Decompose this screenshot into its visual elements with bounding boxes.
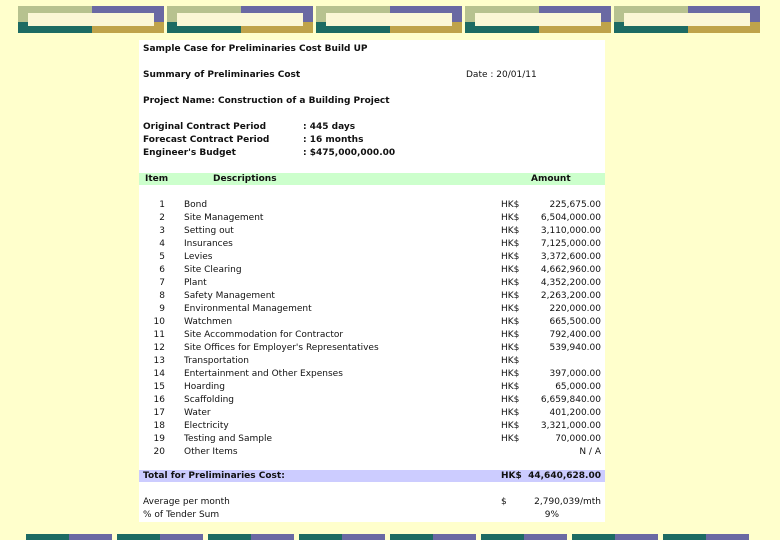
forecast-period-label: Forecast Contract Period: [143, 135, 270, 145]
row-amount: 3,321,000.00: [540, 421, 601, 431]
footer-tile: [481, 534, 567, 540]
row-amount: 7,125,000.00: [540, 239, 601, 249]
footer-tile: [572, 534, 658, 540]
row-item-number: 14: [153, 369, 165, 379]
row-item-number: 11: [153, 330, 165, 340]
row-currency: HK$: [501, 421, 520, 431]
row-amount: 539,940.00: [549, 343, 601, 353]
row-currency: HK$: [501, 369, 520, 379]
average-value: 2,790,039/mth: [534, 497, 601, 507]
row-description: Entertainment and Other Expenses: [184, 369, 343, 379]
row-amount: 792,400.00: [549, 330, 601, 340]
row-amount: 397,000.00: [549, 369, 601, 379]
row-amount: 65,000.00: [555, 382, 601, 392]
row-amount: 4,352,200.00: [540, 278, 601, 288]
row-description: Environmental Management: [184, 304, 312, 314]
cost-summary-sheet: [139, 40, 605, 522]
row-description: Plant: [184, 278, 207, 288]
total-amount: 44,640,628.00: [528, 471, 601, 481]
banner-tile: [167, 6, 313, 33]
footer-tile: [117, 534, 203, 540]
row-description: Levies: [184, 252, 213, 262]
row-item-number: 12: [153, 343, 165, 353]
row-item-number: 13: [153, 356, 165, 366]
row-item-number: 20: [153, 447, 165, 457]
row-description: Setting out: [184, 226, 234, 236]
row-description: Testing and Sample: [184, 434, 273, 444]
row-item-number: 5: [159, 252, 165, 262]
banner-tile: [614, 6, 760, 33]
row-amount: 401,200.00: [549, 408, 601, 418]
summary-heading: Summary of Preliminaries Cost: [143, 70, 301, 80]
budget-label: Engineer's Budget: [143, 148, 236, 158]
row-item-number: 16: [153, 395, 165, 405]
row-currency: HK$: [501, 200, 520, 210]
footer-tile: [390, 534, 476, 540]
row-item-number: 9: [159, 304, 165, 314]
budget-value: : $475,000,000.00: [303, 148, 396, 158]
header-amount: Amount: [531, 174, 571, 184]
total-label: Total for Preliminaries Cost:: [143, 471, 285, 481]
row-currency: HK$: [501, 239, 520, 249]
row-description: Other Items: [184, 447, 238, 457]
row-description: Water: [184, 408, 211, 418]
row-item-number: 15: [153, 382, 165, 392]
row-item-number: 10: [153, 317, 165, 327]
percent-value: 9%: [544, 510, 559, 520]
total-currency: HK$: [501, 471, 522, 481]
footer-tile: [299, 534, 385, 540]
row-currency: HK$: [501, 278, 520, 288]
percent-label: % of Tender Sum: [143, 510, 220, 520]
row-description: Watchmen: [184, 317, 233, 327]
row-amount: 3,372,600.00: [540, 252, 601, 262]
row-currency: HK$: [501, 291, 520, 301]
row-amount: 3,110,000.00: [540, 226, 601, 236]
row-currency: HK$: [501, 252, 520, 262]
row-amount: 6,504,000.00: [540, 213, 601, 223]
row-item-number: 3: [159, 226, 165, 236]
row-item-number: 7: [159, 278, 165, 288]
footer-tile: [208, 534, 294, 540]
row-currency: HK$: [501, 343, 520, 353]
row-item-number: 8: [159, 291, 165, 301]
row-amount: 2,263,200.00: [540, 291, 601, 301]
forecast-period-value: : 16 months: [303, 135, 364, 145]
row-description: Site Management: [184, 213, 264, 223]
row-item-number: 4: [159, 239, 165, 249]
row-description: Electricity: [184, 421, 229, 431]
doc-title: Sample Case for Preliminaries Cost Build UP: [143, 44, 368, 54]
row-currency: HK$: [501, 213, 520, 223]
row-description: Transportation: [184, 356, 249, 366]
row-description: Scaffolding: [184, 395, 235, 405]
footer-tile: [26, 534, 112, 540]
original-period-value: : 445 days: [303, 122, 356, 132]
row-amount: N / A: [579, 447, 601, 457]
header-item: Item: [145, 174, 169, 184]
row-currency: HK$: [501, 330, 520, 340]
average-currency: $: [501, 497, 507, 507]
row-description: Site Offices for Employer's Representatives: [184, 343, 379, 353]
row-item-number: 19: [153, 434, 165, 444]
original-period-label: Original Contract Period: [143, 122, 267, 132]
row-currency: HK$: [501, 226, 520, 236]
row-amount: 665,500.00: [549, 317, 601, 327]
header-descriptions: Descriptions: [213, 174, 277, 184]
footer-tile: [663, 534, 749, 540]
row-currency: HK$: [501, 434, 520, 444]
row-description: Hoarding: [184, 382, 225, 392]
row-currency: HK$: [501, 304, 520, 314]
row-description: Site Accommodation for Contractor: [184, 330, 344, 340]
row-description: Bond: [184, 200, 208, 210]
row-currency: HK$: [501, 408, 520, 418]
doc-date: Date : 20/01/11: [466, 70, 537, 80]
project-name: Project Name: Construction of a Building Project: [143, 96, 390, 106]
row-currency: HK$: [501, 317, 520, 327]
row-item-number: 6: [159, 265, 165, 275]
row-amount: 70,000.00: [555, 434, 601, 444]
row-description: Insurances: [184, 239, 233, 249]
row-amount: 4,662,960.00: [540, 265, 601, 275]
row-currency: HK$: [501, 382, 520, 392]
banner-tile: [18, 6, 164, 33]
banner-tile: [316, 6, 462, 33]
row-currency: HK$: [501, 356, 520, 366]
row-description: Site Clearing: [184, 265, 242, 275]
row-item-number: 1: [159, 200, 165, 210]
row-amount: 225,675.00: [549, 200, 601, 210]
row-currency: HK$: [501, 265, 520, 275]
row-amount: 220,000.00: [549, 304, 601, 314]
banner-tile: [465, 6, 611, 33]
row-amount: 6,659,840.00: [540, 395, 601, 405]
row-currency: HK$: [501, 395, 520, 405]
row-item-number: 18: [153, 421, 165, 431]
row-item-number: 17: [153, 408, 165, 418]
row-description: Safety Management: [184, 291, 275, 301]
row-item-number: 2: [159, 213, 165, 223]
average-label: Average per month: [143, 497, 230, 507]
